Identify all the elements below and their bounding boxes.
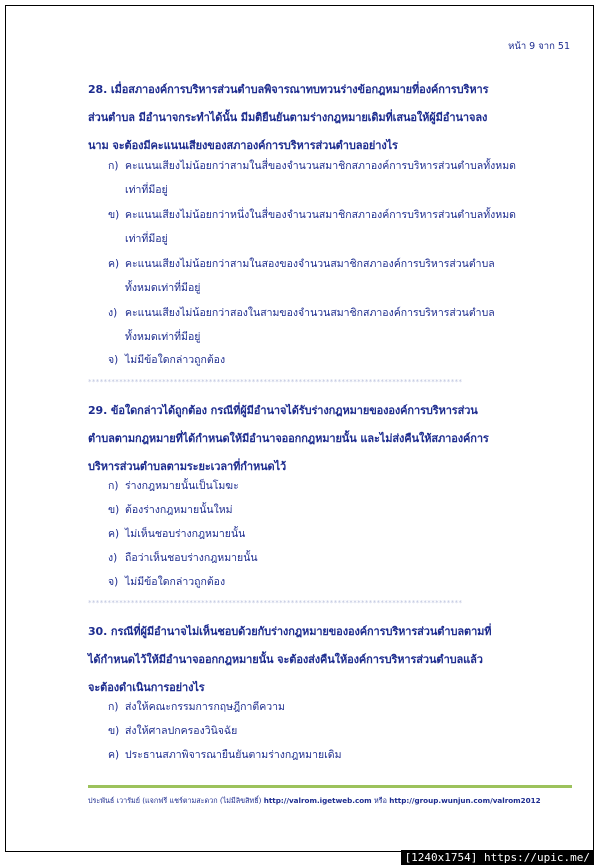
- choice-text-line-1: คะแนนเสียงไม่น้อยกว่าสามในสองของจำนวนสมาชิกสภาองค์การบริหารส่วนตำบล: [125, 258, 495, 270]
- q28-choice-e: [108, 348, 576, 372]
- choice-mark: ค): [108, 258, 120, 270]
- choice-mark: จ): [108, 354, 119, 366]
- question-28-line-3: นาม จะต้องมีคะแนนเสียงของสภาองค์การบริหารส่วนตำบลอย่างไร: [88, 139, 398, 152]
- q28-choice-b: [108, 203, 576, 251]
- question-28-line-2: ส่วนตำบล มีอำนาจกระทำได้นั้น มีมติยืนยันตามร่างกฎหมายเดิมที่เสนอให้ผู้มีอำนาจลง: [88, 111, 488, 124]
- choice-text-line-1: คะแนนเสียงไม่น้อยกว่าหนึ่งในสี่ของจำนวนสมาชิกสภาองค์การบริหารส่วนตำบลทั้งหมด: [125, 209, 516, 221]
- choice-text-line-1: คะแนนเสียงไม่น้อยกว่าสองในสามของจำนวนสมาชิกสภาองค์การบริหารส่วนตำบล: [125, 307, 495, 319]
- footer-author: ประพันธ์ เวารัมย์: [88, 796, 140, 805]
- separator: ************************************************************************************************: [88, 599, 463, 607]
- choice-mark: ง): [108, 307, 118, 319]
- q30-choice-c: [108, 743, 576, 767]
- choice-text-line-2: ทั้งหมดเท่าที่มีอยู่: [125, 282, 201, 294]
- choice-mark: ค): [108, 528, 120, 540]
- q28-choice-c: [108, 252, 576, 300]
- q29-choice-d: [108, 546, 576, 570]
- question-30-title: [88, 618, 576, 702]
- choice-text-line-2: ทั้งหมดเท่าที่มีอยู่: [125, 331, 201, 343]
- choice-mark: ง): [108, 552, 118, 564]
- choice-text-line-1: ไม่มีข้อใดกล่าวถูกต้อง: [125, 354, 226, 366]
- footer-or: หรือ: [373, 796, 387, 805]
- choice-mark: ข): [108, 209, 120, 221]
- choice-text-line-1: ประธานสภาพิจารณายืนยันตามร่างกฎหมายเดิม: [125, 749, 342, 761]
- choice-text-line-1: ส่งให้คณะกรรมการกฤษฎีกาตีความ: [125, 701, 285, 713]
- page-number: หน้า 9 จาก 51: [508, 41, 570, 52]
- choice-mark: ข): [108, 504, 120, 516]
- q28-choice-a: [108, 154, 576, 202]
- choice-text-line-2: เท่าที่มีอยู่: [125, 233, 168, 245]
- q29-choice-e: [108, 570, 576, 594]
- question-30-line-2: ได้กำหนดไว้ให้มีอำนาจออกกฎหมายนั้น จะต้องส่งคืนให้องค์การบริหารส่วนตำบลแล้ว: [88, 653, 483, 666]
- question-29-line-2: ตำบลตามกฎหมายที่ได้กำหนดให้มีอำนาจออกกฎหมายนั้น และไม่ส่งคืนให้สภาองค์การ: [88, 432, 489, 445]
- choice-text-line-1: คะแนนเสียงไม่น้อยกว่าสามในสี่ของจำนวนสมาชิกสภาองค์การบริหารส่วนตำบลทั้งหมด: [125, 160, 516, 172]
- q30-choice-b: [108, 719, 576, 743]
- image-watermark: [1240x1754] https://upic.me/: [401, 850, 594, 865]
- footer-link-2[interactable]: http://group.wunjun.com/valrom2012: [389, 796, 541, 805]
- q30-choice-a: [108, 695, 576, 719]
- footer: [88, 796, 541, 807]
- choice-text-line-1: ถือว่าเห็นชอบร่างกฎหมายนั้น: [125, 552, 258, 564]
- choice-text-line-1: ไม่เห็นชอบร่างกฎหมายนั้น: [125, 528, 246, 540]
- choice-mark: ข): [108, 725, 120, 737]
- choice-text-line-1: ต้องร่างกฎหมายนั้นใหม่: [125, 504, 233, 516]
- question-28-title: [88, 76, 576, 160]
- footer-link-1[interactable]: http://valrom.igetweb.com: [263, 796, 372, 805]
- q29-choice-b: [108, 498, 576, 522]
- question-29-line-3: บริหารส่วนตำบลตามระยะเวลาที่กำหนดไว้: [88, 460, 287, 473]
- q29-choice-c: [108, 522, 576, 546]
- choice-mark: ก): [108, 480, 119, 492]
- choice-text-line-1: ไม่มีข้อใดกล่าวถูกต้อง: [125, 576, 226, 588]
- choice-mark: ค): [108, 749, 120, 761]
- question-30-line-1: 30. กรณีที่ผู้มีอำนาจไม่เห็นชอบด้วยกับร่างกฎหมายขององค์การบริหารส่วนตำบลตามที่: [88, 625, 492, 638]
- q29-choice-a: [108, 474, 576, 498]
- separator: ************************************************************************************************: [88, 378, 463, 386]
- question-28-line-1: 28. เมื่อสภาองค์การบริหารส่วนตำบลพิจารณาทบทวนร่างข้อกฎหมายที่องค์การบริหาร: [88, 83, 489, 96]
- choice-text-line-1: ร่างกฎหมายนั้นเป็นโมฆะ: [125, 480, 239, 492]
- choice-text-line-1: ส่งให้ศาลปกครองวินิจฉัย: [125, 725, 238, 737]
- choice-mark: จ): [108, 576, 119, 588]
- choice-text-line-2: เท่าที่มีอยู่: [125, 184, 168, 196]
- choice-mark: ก): [108, 701, 119, 713]
- question-30-line-3: จะต้องดำเนินการอย่างไร: [88, 681, 205, 694]
- footer-divider: [88, 785, 572, 788]
- q28-choice-d: [108, 301, 576, 349]
- question-29-line-1: 29. ข้อใดกล่าวได้ถูกต้อง กรณีที่ผู้มีอำนาจได้รับร่างกฎหมายขององค์การบริหารส่วน: [88, 404, 478, 417]
- question-29-title: [88, 397, 576, 481]
- footer-note: (แจกฟรี แชร์ตามสะดวก (ไม่มีลิขสิทธิ์): [142, 796, 262, 805]
- choice-mark: ก): [108, 160, 119, 172]
